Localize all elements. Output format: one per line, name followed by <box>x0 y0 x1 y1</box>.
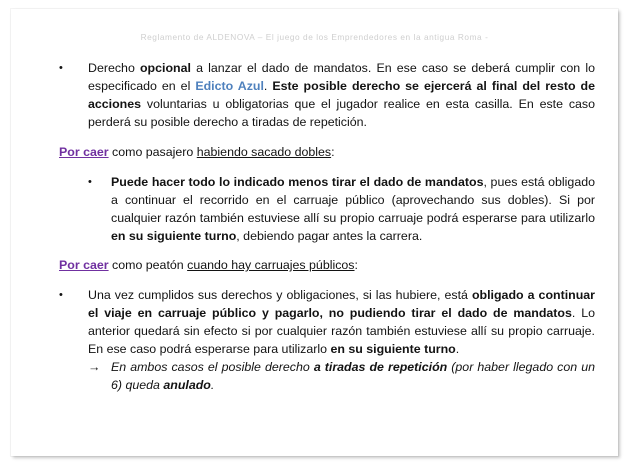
text-segment: como pasajero <box>108 145 197 159</box>
text-segment: , pues está obligado a continuar el recorrido en el carruaje público (aprovechando sus dobles). Si por cualquier razón también estuviese allí su propio carruaje podrá esperarse para utilizarlo <box>111 175 595 225</box>
sub-note-text <box>111 360 595 392</box>
sub-note <box>40 358 595 394</box>
document-content <box>40 59 595 394</box>
text-segment-italic: . <box>210 378 215 392</box>
text-segment: Derecho <box>88 61 140 75</box>
text-segment: . Lo anterior quedará sin efecto si por cualquier razón también estuviese allí su propio carruaje. En ese caso podrá esperarse para utilizarlo <box>88 306 595 356</box>
text-segment-bold: Este posible derecho se ejercerá al final del resto de acciones <box>88 79 595 111</box>
running-header: Reglamento de ALDENOVA – El juego de los Emprendedores en la antigua Roma - <box>140 32 489 42</box>
text-segment-italic: (por haber llegado con un 6) queda <box>111 360 595 392</box>
text-segment-bold: opcional <box>139 61 191 75</box>
text-segment: como peatón <box>108 258 188 272</box>
text-segment-bold: en su siguiente turno <box>111 229 237 243</box>
text-segment-underline: cuando hay carruajes públicos <box>187 258 355 272</box>
text-segment-bold: en su siguiente turno <box>330 342 456 356</box>
list-item <box>40 173 595 245</box>
text-segment-bold-italic: a tiradas de repetición <box>313 360 448 374</box>
text-segment-bold: obligado a continuar el viaje en carruaje público y pagarlo, no pudiendo tirar el dado de mandatos <box>88 288 595 320</box>
edicto-azul-reference: Edicto Azul <box>195 79 264 93</box>
bullet-icon: • <box>59 62 63 74</box>
list-item-text <box>88 61 595 129</box>
text-segment: : <box>331 145 335 159</box>
text-segment: : <box>354 258 358 272</box>
document-body <box>11 9 618 456</box>
text-segment: . <box>455 342 460 356</box>
text-segment: Una vez cumplidos sus derechos y obligaciones, si las hubiere, está <box>88 288 472 302</box>
section-lead-in <box>40 143 595 161</box>
paragraph-spacer <box>40 245 595 256</box>
document-page <box>11 9 618 456</box>
paragraph-spacer <box>40 161 595 173</box>
arrow-right-icon: → <box>88 360 101 374</box>
text-segment-italic: En ambos casos el posible derecho <box>111 360 314 374</box>
list-item <box>40 286 595 358</box>
section-lead-in <box>40 256 595 274</box>
bullet-icon: • <box>59 289 63 301</box>
text-segment-underline: habiendo sacado dobles <box>196 145 332 159</box>
text-segment: voluntarias u obligatorias que el jugador realice en esta casilla. En este caso perderá su posible derecho a tiradas de repetición. <box>88 97 595 129</box>
text-segment: . <box>263 79 273 93</box>
list-item-text <box>111 175 595 243</box>
text-segment: , debiendo pagar antes la carrera. <box>236 229 423 243</box>
list-item <box>40 59 595 131</box>
por-caer-label: Por caer <box>59 258 109 272</box>
list-item-text <box>88 288 595 356</box>
por-caer-label: Por caer <box>59 145 109 159</box>
paragraph-spacer <box>40 274 595 286</box>
bullet-icon: • <box>88 176 92 188</box>
paragraph-spacer <box>40 131 595 143</box>
text-segment: a lanzar el dado de mandatos. En ese caso se deberá cumplir con lo especificado en el <box>88 61 595 93</box>
text-segment-bold: Puede hacer todo lo indicado menos tirar el dado de mandatos <box>111 175 484 189</box>
text-segment-bold-italic: anulado <box>163 378 211 392</box>
